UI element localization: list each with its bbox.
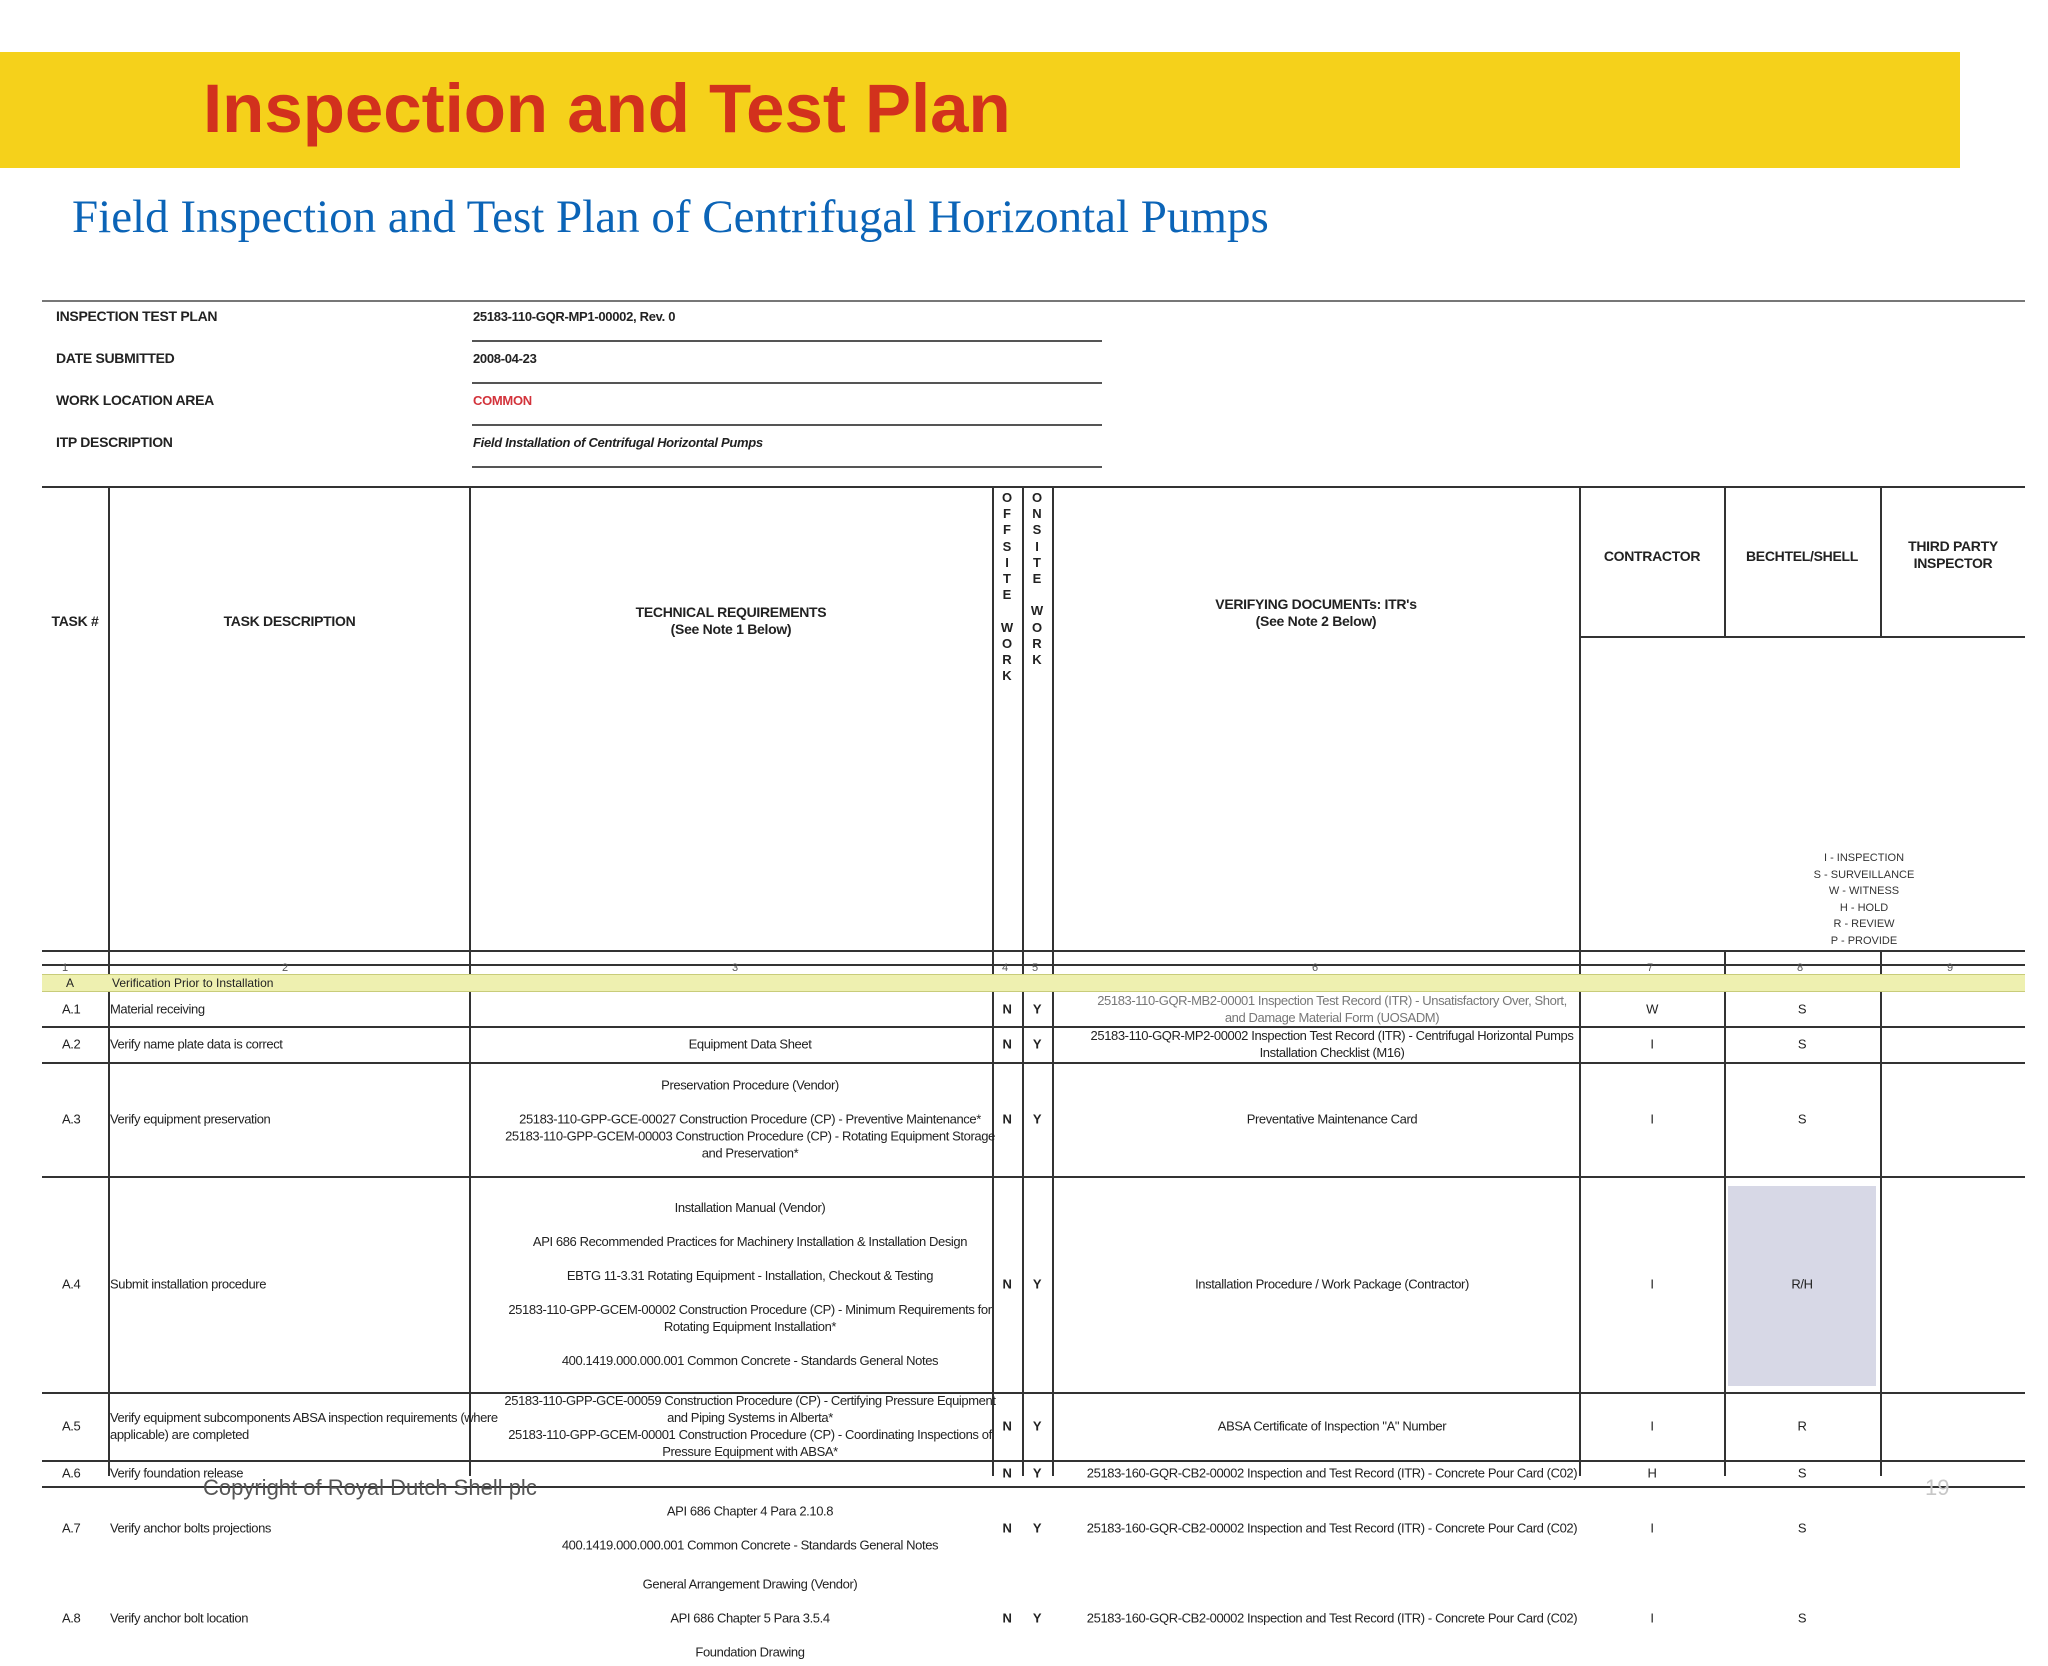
task-description: Material receiving	[110, 1001, 205, 1017]
header-offsite-work	[995, 490, 1019, 684]
task-id: A.8	[62, 1610, 81, 1626]
header-onsite-work	[1025, 490, 1049, 668]
requirement-line: Foundation Drawing	[695, 1644, 805, 1660]
requirement-line	[472, 1094, 1028, 1111]
header-technical-requirements	[472, 604, 990, 638]
requirement-line: 25183-110-GPP-GCEM-00002 Construction Procedure (CP) - Minimum Requirements for	[508, 1302, 992, 1317]
legend-item: W - WITNESS	[1828, 885, 1900, 897]
requirement-line: 25183-110-GPP-GCEM-00001 Construction Procedure (CP) - Coordinating Inspections of	[508, 1427, 992, 1442]
contractor-code: I	[1650, 1036, 1654, 1052]
document-top-rule	[42, 300, 2025, 302]
bechtel-shell-code: S	[1797, 1520, 1807, 1536]
stacked-letter: K	[1002, 668, 1012, 684]
offsite-flag: N	[1002, 1610, 1012, 1626]
onsite-flag: Y	[1032, 1276, 1042, 1292]
column-number: 7	[1647, 962, 1654, 974]
meta-label-location: WORK LOCATION AREA	[56, 392, 214, 408]
meta-value-location: COMMON	[473, 393, 532, 408]
header-third-party: THIRD PARTY INSPECTOR	[1908, 538, 1998, 571]
header-task-no: TASK #	[51, 613, 99, 629]
stacked-letter: R	[1002, 652, 1012, 668]
bechtel-shell-code: R	[1797, 1418, 1807, 1434]
requirement-line: 25183-110-GPP-GCE-00059 Construction Procedure (CP) - Certifying Pressure Equipment	[504, 1393, 996, 1408]
table-rule	[1880, 486, 1882, 636]
task-description: Verify equipment subcomponents ABSA inspection requirements (where applicable) are completed	[110, 1410, 498, 1442]
technical-requirements	[472, 1036, 1028, 1053]
stacked-letter: T	[1033, 554, 1041, 570]
requirement-line: Pressure Equipment with ABSA*	[662, 1444, 838, 1459]
document-line: Installation Procedure / Work Package (Contractor)	[1195, 1276, 1469, 1292]
bechtel-shell-code: S	[1797, 1111, 1807, 1127]
requirement-line	[472, 1627, 1028, 1644]
header-bechtel-shell: BECHTEL/SHELL	[1746, 548, 1858, 564]
task-id: A.6	[62, 1465, 81, 1481]
task-id: A.2	[62, 1036, 81, 1052]
contractor-code: H	[1647, 1465, 1657, 1481]
verifying-documents	[1057, 1465, 1607, 1482]
section-title: Verification Prior to Installation	[112, 976, 274, 990]
table-row	[42, 1392, 2025, 1460]
stacked-letter: N	[1032, 506, 1042, 522]
column-number: 8	[1797, 962, 1804, 974]
task-id: A.1	[62, 1001, 81, 1017]
task-id: A.3	[62, 1111, 81, 1127]
contractor-code: W	[1646, 1001, 1658, 1017]
stacked-letter: R	[1032, 635, 1042, 651]
onsite-flag: Y	[1032, 1465, 1042, 1481]
title-bar	[0, 52, 1960, 168]
meta-value-date: 2008-04-23	[473, 351, 537, 366]
requirement-line: API 686 Chapter 4 Para 2.10.8	[666, 1503, 834, 1519]
legend-item: P - PROVIDE	[1830, 934, 1898, 947]
requirement-line: and Preservation*	[701, 1145, 799, 1161]
onsite-flag: Y	[1032, 1610, 1042, 1626]
technical-requirements	[472, 1077, 1028, 1162]
requirement-line: 400.1419.000.000.001 Common Concrete - Standards General Notes	[561, 1353, 939, 1368]
onsite-flag: Y	[1032, 1036, 1042, 1052]
meta-underline	[472, 424, 1102, 426]
bechtel-shell-code: S	[1797, 1610, 1807, 1626]
offsite-flag: N	[1002, 1276, 1012, 1292]
slide-subtitle: Field Inspection and Test Plan of Centrifugal Horizontal Pumps	[72, 191, 1269, 243]
technical-requirements	[472, 1576, 1028, 1661]
bechtel-shell-code: S	[1797, 1001, 1807, 1017]
verifying-documents	[1057, 1276, 1607, 1293]
section-id: A	[66, 976, 75, 990]
contractor-code: I	[1650, 1418, 1654, 1434]
stacked-letter: T	[1003, 571, 1011, 587]
stacked-letter: O	[1031, 619, 1043, 635]
requirement-line	[472, 1335, 1028, 1352]
requirement-line: Preservation Procedure (Vendor)	[661, 1077, 839, 1093]
column-number: 5	[1032, 962, 1039, 974]
stacked-letter: S	[1032, 522, 1042, 538]
legend-item: S - SURVEILLANCE	[1813, 868, 1915, 881]
requirement-line	[472, 1520, 1028, 1537]
meta-value-itp: 25183-110-GQR-MP1-00002, Rev. 0	[473, 309, 676, 324]
task-description: Submit installation procedure	[110, 1276, 267, 1292]
verifying-documents	[1057, 992, 1607, 1026]
task-id: A.4	[62, 1276, 81, 1292]
requirement-line	[472, 1250, 1028, 1267]
slide-title: Inspection and Test Plan	[203, 70, 1011, 147]
stacked-letter: F	[1003, 506, 1011, 522]
stacked-letter: I	[1035, 538, 1039, 554]
bechtel-shell-code: R/H	[1791, 1276, 1813, 1292]
stacked-letter: E	[1032, 571, 1042, 587]
document-line: and Damage Material Form (UOSADM)	[1224, 1010, 1440, 1025]
stacked-letter: S	[1002, 538, 1012, 554]
footer-copyright: Copyright of Royal Dutch Shell plc	[203, 1475, 537, 1500]
offsite-flag: N	[1002, 1111, 1012, 1127]
legend-item: I - INSPECTION	[1823, 852, 1905, 864]
offsite-flag: N	[1002, 1520, 1012, 1536]
stacked-letter	[1025, 587, 1049, 603]
stacked-letter: I	[1005, 554, 1009, 570]
column-number: 9	[1947, 962, 1954, 974]
task-description: Verify anchor bolts projections	[110, 1520, 272, 1536]
column-number: 6	[1312, 962, 1319, 974]
verifying-documents	[1057, 1520, 1607, 1537]
technical-requirements	[472, 1503, 1028, 1554]
meta-underline	[472, 466, 1102, 468]
requirement-line: 400.1419.000.000.001 Common Concrete - Standards General Notes	[561, 1537, 939, 1553]
meta-underline	[472, 382, 1102, 384]
section-row	[42, 974, 2025, 992]
page-number: 19	[1925, 1475, 1950, 1500]
verifying-documents	[1057, 1418, 1607, 1435]
table-row	[42, 1062, 2025, 1176]
column-number: 2	[282, 962, 289, 974]
legend-item: H - HOLD	[1839, 901, 1889, 914]
technical-requirements	[472, 1392, 1028, 1460]
requirement-line: General Arrangement Drawing (Vendor)	[642, 1576, 858, 1592]
header-verifying-documents	[1055, 596, 1577, 630]
offsite-flag: N	[1002, 1418, 1012, 1434]
table-rule	[1724, 486, 1726, 636]
task-description: Verify name plate data is correct	[110, 1036, 283, 1052]
table-row	[42, 1570, 2025, 1666]
verifying-documents	[1057, 1111, 1607, 1128]
offsite-flag: N	[1002, 1001, 1012, 1017]
requirement-line	[472, 1284, 1028, 1301]
legend-item: R - REVIEW	[1833, 918, 1895, 930]
table-rule	[1579, 636, 2025, 638]
requirement-line: Rotating Equipment Installation*	[663, 1319, 837, 1334]
meta-label-description: ITP DESCRIPTION	[56, 434, 173, 450]
stacked-letter: K	[1032, 652, 1042, 668]
requirement-line: and Piping Systems in Alberta*	[667, 1410, 833, 1425]
inspection-code-legend	[1714, 850, 2014, 949]
table-rule	[42, 486, 2025, 488]
offsite-flag: N	[1002, 1465, 1012, 1481]
stacked-letter: W	[1000, 619, 1014, 635]
header-task-description: TASK DESCRIPTION	[223, 613, 356, 629]
document-line: Preventative Maintenance Card	[1246, 1111, 1418, 1127]
document-line: 25183-160-GQR-CB2-00002 Inspection and Test Record (ITR) - Concrete Pour Card (C02)	[1086, 1610, 1578, 1626]
stacked-letter	[995, 603, 1019, 619]
requirement-line: API 686 Recommended Practices for Machinery Installation & Installation Design	[532, 1234, 968, 1249]
document-line: Installation Checklist (M16)	[1259, 1045, 1405, 1060]
stacked-letter: O	[1031, 490, 1043, 505]
requirement-line	[472, 1593, 1028, 1610]
column-number: 3	[732, 962, 739, 974]
table-rule	[42, 950, 2025, 952]
onsite-flag: Y	[1032, 1520, 1042, 1536]
requirement-line	[472, 1216, 1028, 1233]
requirement-line: 25183-110-GPP-GCEM-00003 Construction Procedure (CP) - Rotating Equipment Storage	[505, 1128, 995, 1144]
onsite-flag: Y	[1032, 1001, 1042, 1017]
meta-value-description: Field Installation of Centrifugal Horizontal Pumps	[473, 435, 763, 450]
stacked-letter: E	[1002, 587, 1012, 603]
document-line: 25183-110-GQR-MP2-00002 Inspection Test Record (ITR) - Centrifugal Horizontal Pumps	[1090, 1028, 1574, 1043]
onsite-flag: Y	[1032, 1111, 1042, 1127]
task-description: Verify anchor bolt location	[110, 1610, 249, 1626]
contractor-code: I	[1650, 1276, 1654, 1292]
task-id: A.5	[62, 1418, 81, 1434]
table-row	[42, 1026, 2025, 1062]
task-description: Verify equipment preservation	[110, 1111, 271, 1127]
requirement-line: EBTG 11-3.31 Rotating Equipment - Installation, Checkout & Testing	[566, 1268, 934, 1283]
header-contractor: CONTRACTOR	[1603, 548, 1701, 564]
header-text: TECHNICAL REQUIREMENTS	[635, 604, 827, 620]
stacked-letter: O	[1001, 490, 1013, 505]
requirement-line: Installation Manual (Vendor)	[674, 1200, 826, 1215]
document-line: 25183-160-GQR-CB2-00002 Inspection and Test Record (ITR) - Concrete Pour Card (C02)	[1086, 1465, 1578, 1481]
bechtel-shell-code: S	[1797, 1036, 1807, 1052]
bechtel-shell-code: S	[1797, 1465, 1807, 1481]
contractor-code: I	[1650, 1520, 1654, 1536]
table-row	[42, 992, 2025, 1026]
header-note: (See Note 1 Below)	[670, 621, 792, 637]
stacked-letter: W	[1030, 603, 1044, 619]
document-line: 25183-160-GQR-CB2-00002 Inspection and Test Record (ITR) - Concrete Pour Card (C02)	[1086, 1520, 1578, 1536]
table-row	[42, 1176, 2025, 1392]
onsite-flag: Y	[1032, 1418, 1042, 1434]
requirement-line: API 686 Chapter 5 Para 3.5.4	[670, 1610, 830, 1626]
offsite-flag: N	[1002, 1036, 1012, 1052]
stacked-letter: F	[1003, 522, 1011, 538]
meta-label-date: DATE SUBMITTED	[56, 350, 175, 366]
contractor-code: I	[1650, 1610, 1654, 1626]
stacked-letter: O	[1001, 635, 1013, 651]
header-text: VERIFYING DOCUMENTs: ITR's	[1215, 596, 1417, 612]
header-note: (See Note 2 Below)	[1255, 613, 1377, 629]
document-line: ABSA Certificate of Inspection "A" Number	[1217, 1418, 1447, 1434]
column-number: 1	[62, 962, 69, 974]
column-number: 4	[1002, 962, 1009, 974]
meta-label-itp: INSPECTION TEST PLAN	[56, 308, 218, 324]
contractor-code: I	[1650, 1111, 1654, 1127]
task-description: Verify foundation release	[110, 1465, 244, 1481]
technical-requirements	[472, 1199, 1028, 1369]
verifying-documents	[1057, 1610, 1607, 1627]
verifying-documents	[1057, 1027, 1607, 1061]
document-line: 25183-110-GQR-MB2-00001 Inspection Test Record (ITR) - Unsatisfactory Over, Short,	[1097, 993, 1567, 1008]
requirement-line: 25183-110-GPP-GCE-00027 Construction Procedure (CP) - Preventive Maintenance*	[519, 1111, 981, 1127]
meta-underline	[472, 340, 1102, 342]
task-id: A.7	[62, 1520, 81, 1536]
requirement-line: Equipment Data Sheet	[688, 1036, 812, 1052]
